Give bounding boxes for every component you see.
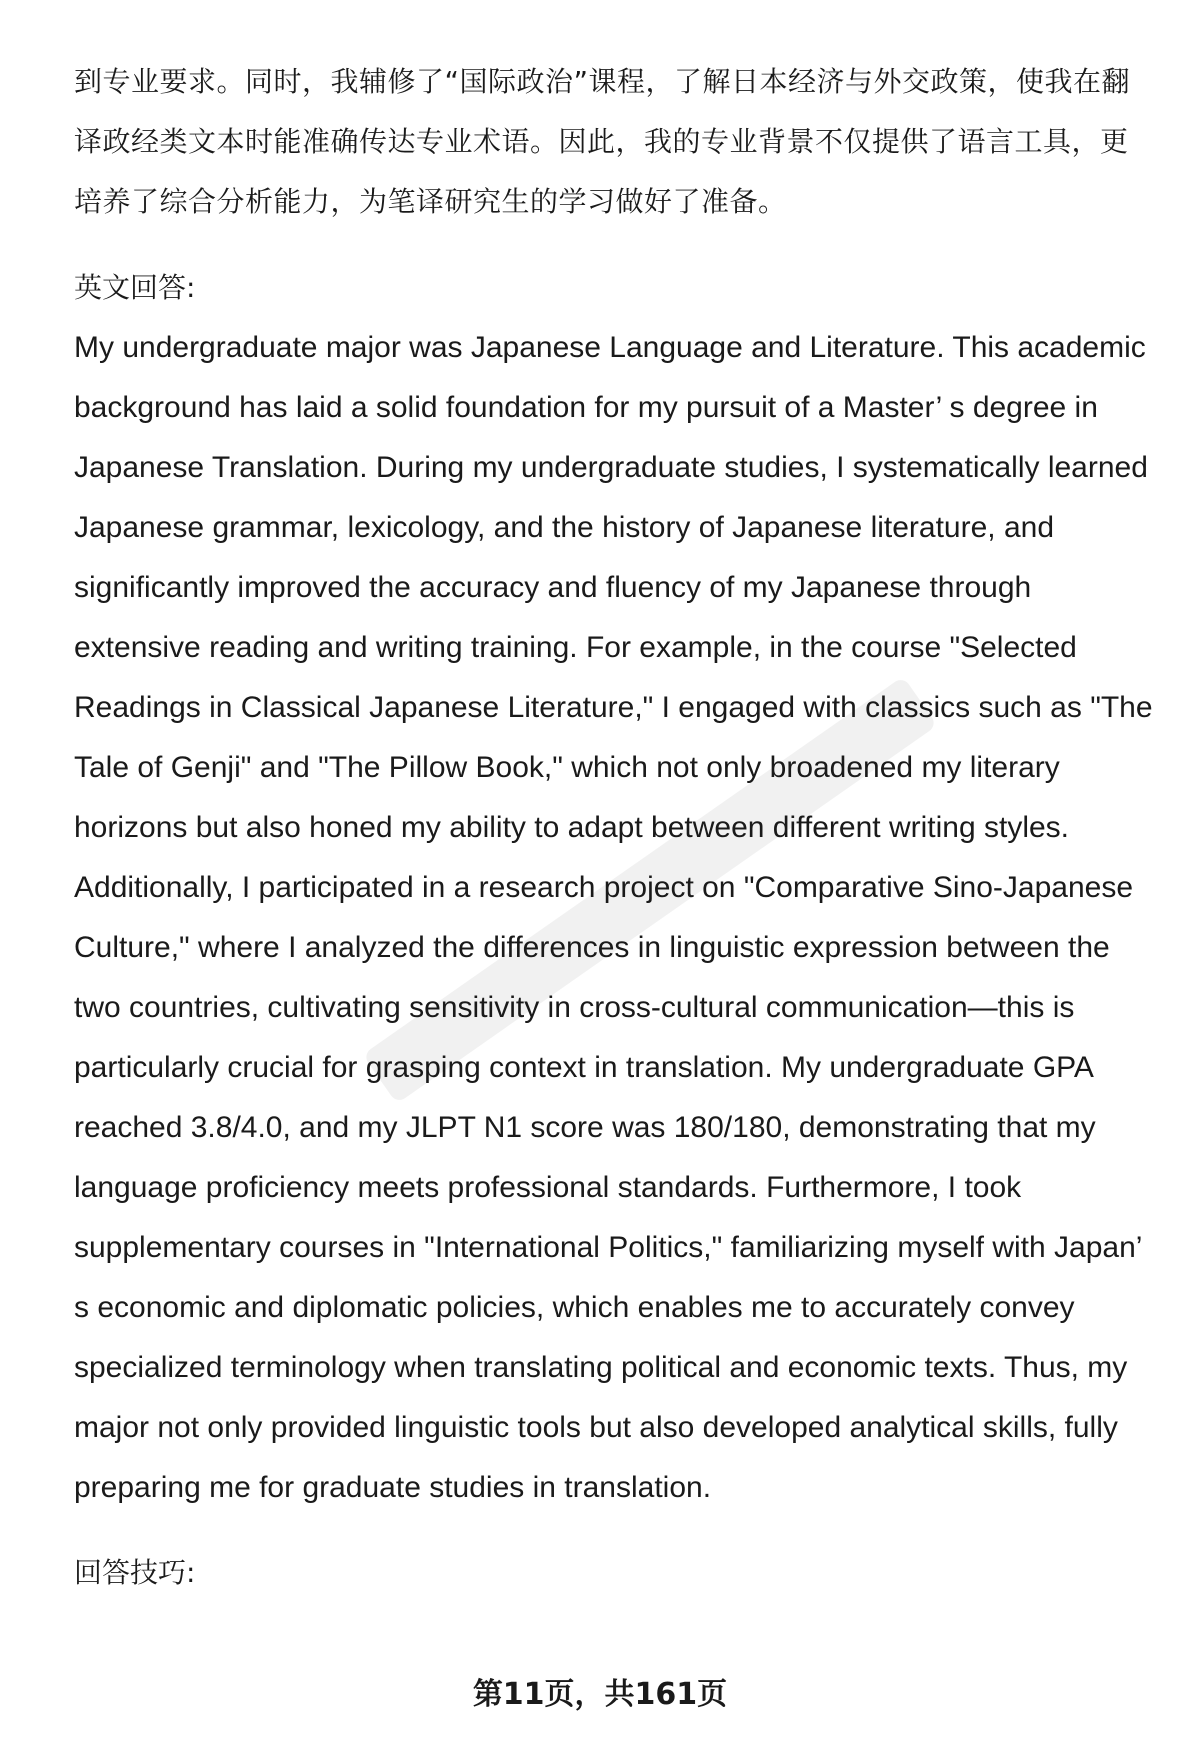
document-page	[74, 52, 1154, 1603]
answer-tips-label: 回答技巧:	[74, 1556, 196, 1589]
english-answer-label: 英文回答:	[74, 271, 196, 304]
english-answer-paragraph: My undergraduate major was Japanese Language and Literature. This academic background has laid a solid foundation for my pursuit of a Master’ s degree in Japanese Translation. During my undergraduate studies, I systematically learned Japanese grammar, lexicology, and the history of Japanese literature, and significantly improved the accuracy and fluency of my Japanese through extensive reading and writing training. For example, in the course "Selected Readings in Classical Japanese Literature," I engaged with classics such as "The Tale of Genji" and "The Pillow Book," which not only broadened my literary horizons but also honed my ability to adapt between different writing styles. Additionally, I participated in a research project on "Comparative Sino-Japanese Culture," where I analyzed the differences in linguistic expression between the two countries, cultivating sensitivity in cross-cultural communication—this is particularly crucial for grasping context in translation. My undergraduate GPA reached 3.8/4.0, and my JLPT N1 score was 180/180, demonstrating that my language proficiency meets professional standards. Furthermore, I took supplementary courses in "International Politics," familiarizing myself with Japan’ s economic and diplomatic policies, which enables me to accurately convey specialized terminology when translating political and economic texts. Thus, my major not only provided linguistic tools but also developed analytical skills, fully preparing me for graduate studies in translation.	[74, 331, 1153, 1504]
chinese-answer-paragraph: 到专业要求。同时，我辅修了“国际政治”课程，了解日本经济与外交政策，使我在翻译政经类文本时能准确传达专业术语。因此，我的专业背景不仅提供了语言工具，更培养了综合分析能力，为笔译研究生的学习做好了准备。	[74, 65, 1131, 218]
page-number: 第11页，共161页	[472, 1677, 728, 1712]
